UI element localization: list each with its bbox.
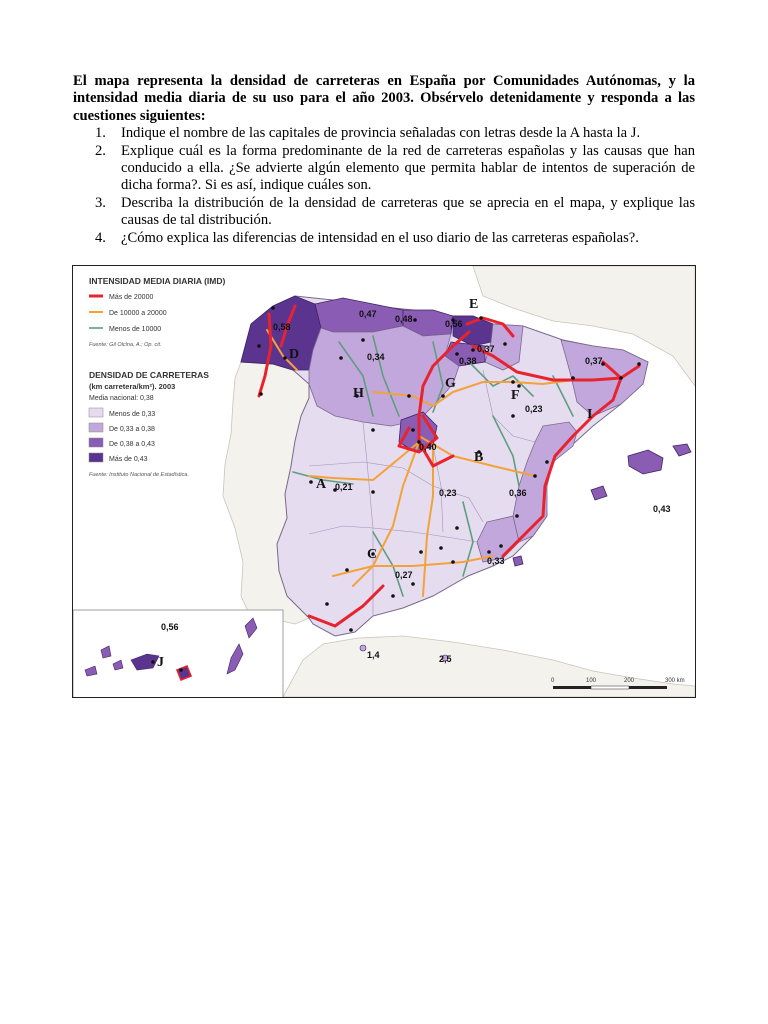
- scale-segment-3: [629, 686, 667, 689]
- letter-d: D: [289, 347, 300, 362]
- legend-density-source: Fuente: Instituto Nacional de Estadística.: [89, 472, 189, 478]
- legend-imd-label-low: Menos de 10000: [109, 326, 162, 333]
- legend-density-swatch-1: [89, 408, 103, 417]
- letter-c: C: [367, 547, 378, 562]
- question-number: 3.: [95, 194, 106, 211]
- value-castilla-leon: 0,34: [367, 352, 385, 362]
- legend-density-national: Media nacional: 0,38: [89, 395, 154, 402]
- question-item: [73, 143, 695, 195]
- scale-tick-200: 200: [624, 678, 635, 684]
- value-madrid: 0,40: [419, 442, 437, 452]
- value-asturias: 0,47: [359, 309, 377, 319]
- scale-tick-0: 0: [551, 678, 555, 684]
- value-melilla: 2,5: [439, 654, 452, 664]
- question-list: [73, 125, 695, 247]
- question-text: Indique el nombre de las capitales de provincia señaladas con letras desde la A hasta la J.: [121, 125, 641, 142]
- letter-j: J: [157, 655, 164, 670]
- value-rioja: 0,38: [459, 356, 477, 366]
- legend-density-swatch-2: [89, 423, 103, 432]
- legend-imd-label-high: Más de 20000: [109, 294, 154, 301]
- map-drawing: [73, 266, 695, 697]
- value-canarias: 0,56: [161, 622, 179, 632]
- question-text: Explique cuál es la forma predominante de la red de carreteras españolas y las causas que han conducido a ella. ¿Se advierte algún elemento que permita hablar de intentos de superación de dicha forma?. Si es así, indique cuáles son.: [121, 142, 695, 194]
- question-text: ¿Cómo explica las diferencias de intensidad en el uso diario de las carreteras españolas?.: [121, 229, 639, 246]
- legend-density-swatch-4: [89, 453, 103, 462]
- document: [73, 73, 695, 247]
- value-cantabria: 0,48: [395, 314, 413, 324]
- scale-segment-1: [553, 686, 591, 689]
- question-item: [73, 230, 695, 247]
- scale-segment-2: [591, 686, 629, 689]
- letter-f: F: [511, 388, 520, 403]
- letter-i: I: [587, 407, 593, 422]
- legend-density-label-3: De 0,38 a 0,43: [109, 441, 155, 448]
- value-navarra: 0,37: [477, 344, 495, 354]
- letter-e: E: [469, 297, 479, 312]
- legend-density-label-1: Menos de 0,33: [109, 411, 156, 418]
- legend-density-label-4: Más de 0,43: [109, 456, 148, 463]
- legend-imd-title: INTENSIDAD MEDIA DIARIA (IMD): [89, 276, 226, 286]
- spain-road-map: [72, 265, 696, 698]
- letter-b: B: [474, 450, 484, 465]
- question-text: Describa la distribución de la densidad de carreteras que se aprecia en el mapa, y explique las causas de tal distribución.: [121, 194, 695, 229]
- question-item: [73, 125, 695, 142]
- question-item: [73, 195, 695, 230]
- legend-density-swatch-3: [89, 438, 103, 447]
- question-number: 4.: [95, 229, 106, 246]
- value-pais-vasco: 0,56: [445, 319, 463, 329]
- value-valencia: 0,36: [509, 488, 527, 498]
- letter-h: H: [353, 386, 364, 401]
- scale-tick-300: 300 km: [665, 678, 685, 684]
- question-number: 1.: [95, 125, 106, 142]
- document-title: El mapa representa la densidad de carreteras en España por Comunidades Autónomas, y la intensidad media diaria de su uso para el año 2003. Obsérvelo detenidamente y responda a las cuestiones siguientes:: [73, 73, 695, 124]
- value-ceuta: 1,4: [367, 650, 380, 660]
- value-baleares: 0,43: [653, 504, 671, 514]
- legend-density-title-2: (km carretera/km²). 2003: [89, 382, 176, 391]
- legend-density-label-2: De 0,33 a 0,38: [109, 426, 155, 433]
- value-murcia: 0,33: [487, 556, 505, 566]
- legend-imd-source: Fuente: Gil Olcina, A.; Op. cit.: [89, 342, 162, 348]
- value-andalucia: 0,27: [395, 570, 413, 580]
- question-number: 2.: [95, 142, 106, 159]
- letter-a: A: [316, 477, 327, 492]
- island-formentera: [513, 556, 523, 566]
- value-castilla-la-mancha: 0,23: [439, 488, 457, 498]
- value-galicia: 0,58: [273, 322, 291, 332]
- legend-imd-label-mid: De 10000 a 20000: [109, 310, 167, 317]
- value-aragon: 0,23: [525, 404, 543, 414]
- value-extremadura: 0,21: [335, 482, 353, 492]
- value-cataluna: 0,37: [585, 356, 603, 366]
- legend-density-title-1: DENSIDAD DE CARRETERAS: [89, 370, 209, 380]
- ceuta: [360, 645, 366, 651]
- letter-g: G: [445, 376, 456, 391]
- scale-tick-100: 100: [586, 678, 597, 684]
